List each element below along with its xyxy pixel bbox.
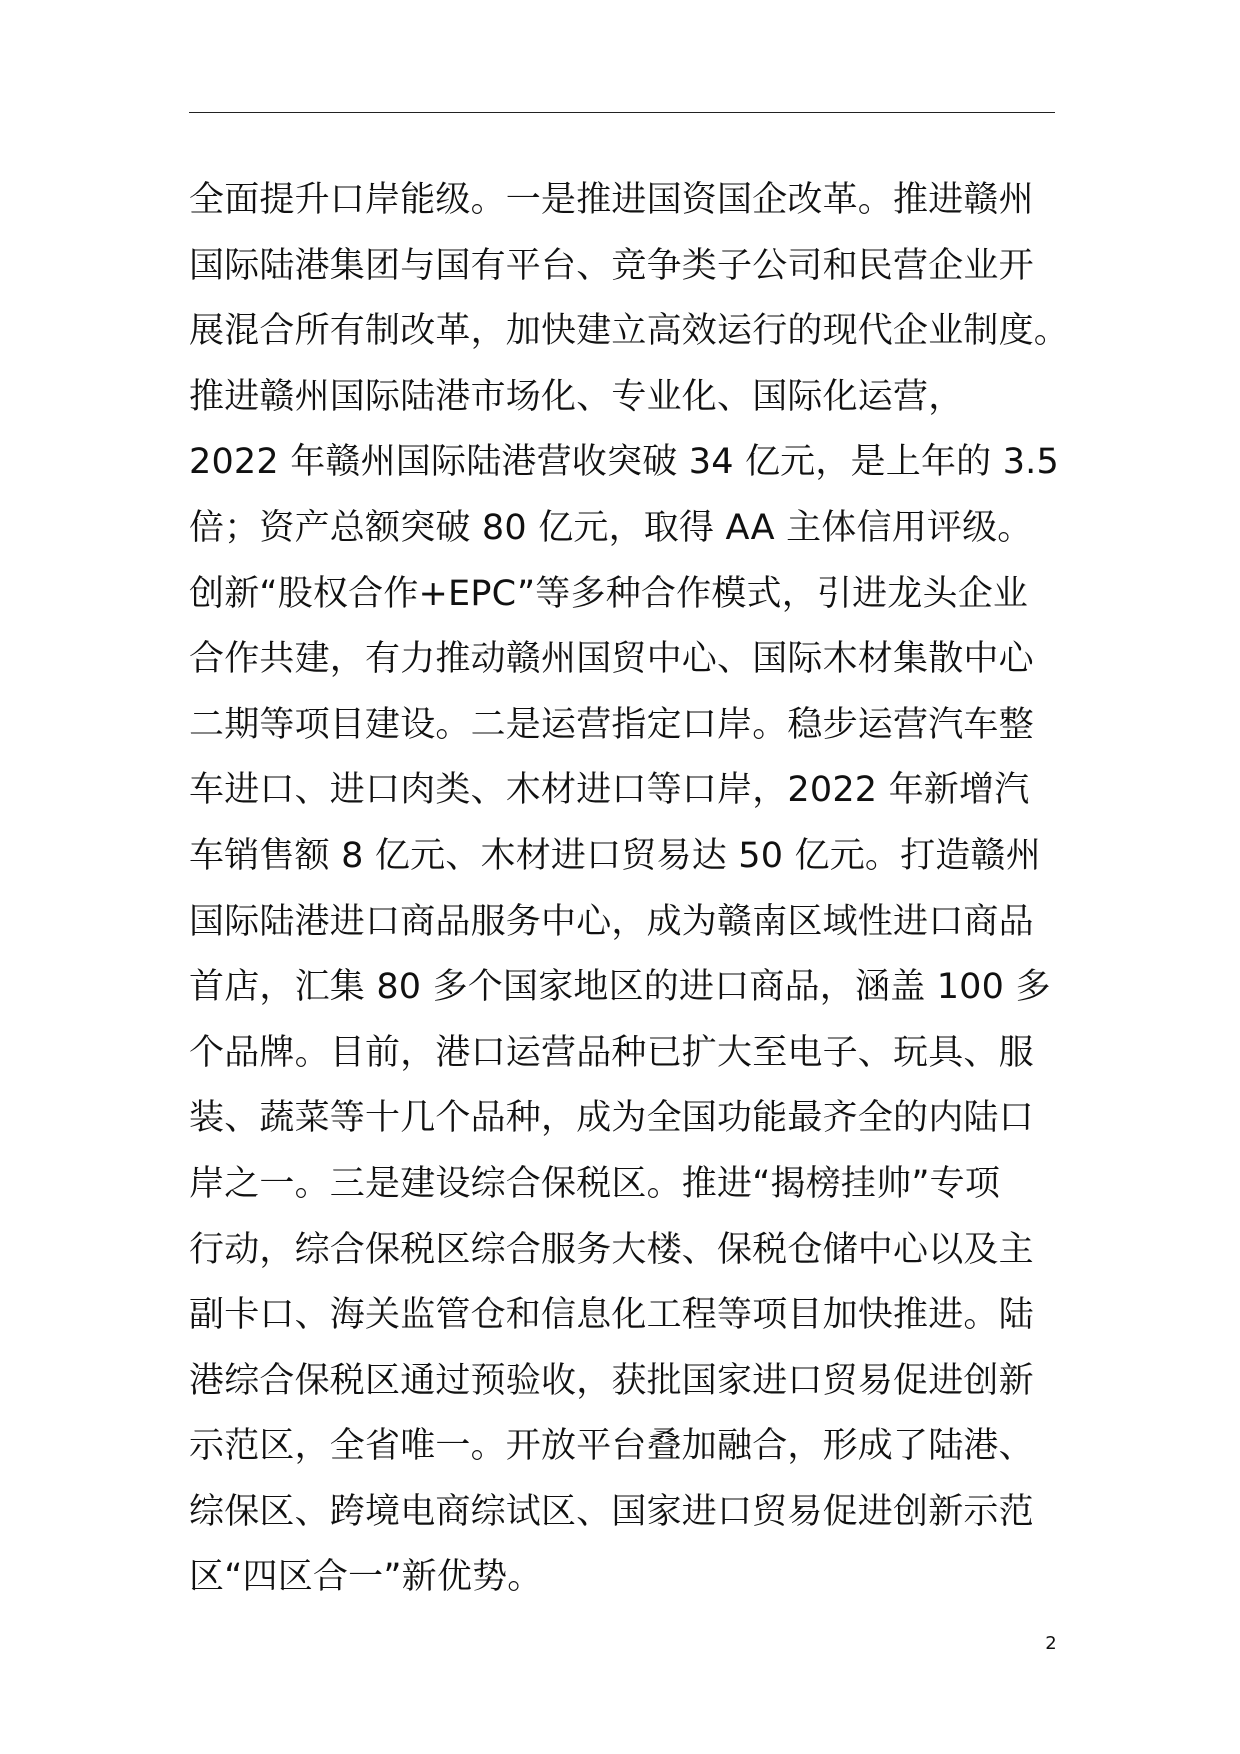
text-line: 展混合所有制改革，加快建立高效运行的现代企业制度。 (189, 311, 1070, 352)
text-line: 国际陆港进口商品服务中心，成为赣南区域性进口商品 (189, 901, 1034, 942)
text-line: 2022 年赣州国际陆港营收突破 34 亿元，是上年的 3.5 (189, 442, 1059, 483)
text-line: 推进赣州国际陆港市场化、专业化、国际化运营， (189, 376, 964, 417)
header-divider (189, 112, 1055, 113)
text-line: 合作共建，有力推动赣州国贸中心、国际木材集散中心 (189, 639, 1034, 680)
text-line: 区“四区合一”新优势。 (189, 1557, 543, 1598)
text-line: 倍；资产总额突破 80 亿元，取得 AA 主体信用评级。 (189, 507, 1033, 548)
page-number: 2 (1045, 1633, 1057, 1654)
text-line: 个品牌。目前，港口运营品种已扩大至电子、玩具、服 (189, 1032, 1034, 1073)
text-line: 全面提升口岸能级。一是推进国资国企改革。推进赣州 (189, 180, 1034, 220)
text-line: 国际陆港集团与国有平台、竞争类子公司和民营企业开 (189, 245, 1034, 286)
text-line: 岸之一。三是建设综合保税区。推进“揭榜挂帅”专项 (189, 1163, 1001, 1204)
text-line: 行动，综合保税区综合服务大楼、保税仓储中心以及主 (189, 1229, 1034, 1270)
text-line: 二期等项目建设。二是运营指定口岸。稳步运营汽车整 (189, 704, 1034, 745)
text-line: 示范区，全省唯一。开放平台叠加融合，形成了陆港、 (189, 1426, 1034, 1467)
text-line: 装、蔬菜等十几个品种，成为全国功能最齐全的内陆口 (189, 1098, 1034, 1139)
text-line: 首店，汇集 80 多个国家地区的进口商品，涵盖 100 多 (189, 967, 1051, 1008)
text-line: 车进口、进口肉类、木材进口等口岸，2022 年新增汽 (189, 770, 1030, 811)
text-line: 副卡口、海关监管仓和信息化工程等项目加快推进。陆 (189, 1295, 1034, 1336)
body-paragraph (189, 168, 1069, 1611)
text-line: 港综合保税区通过预验收，获批国家进口贸易促进创新 (189, 1360, 1034, 1401)
text-line: 创新“股权合作+EPC”等多种合作模式，引进龙头企业 (189, 573, 1029, 614)
text-line: 综保区、跨境电商综试区、国家进口贸易促进创新示范 (189, 1491, 1034, 1532)
text-line: 车销售额 8 亿元、木材进口贸易达 50 亿元。打造赣州 (189, 835, 1041, 876)
